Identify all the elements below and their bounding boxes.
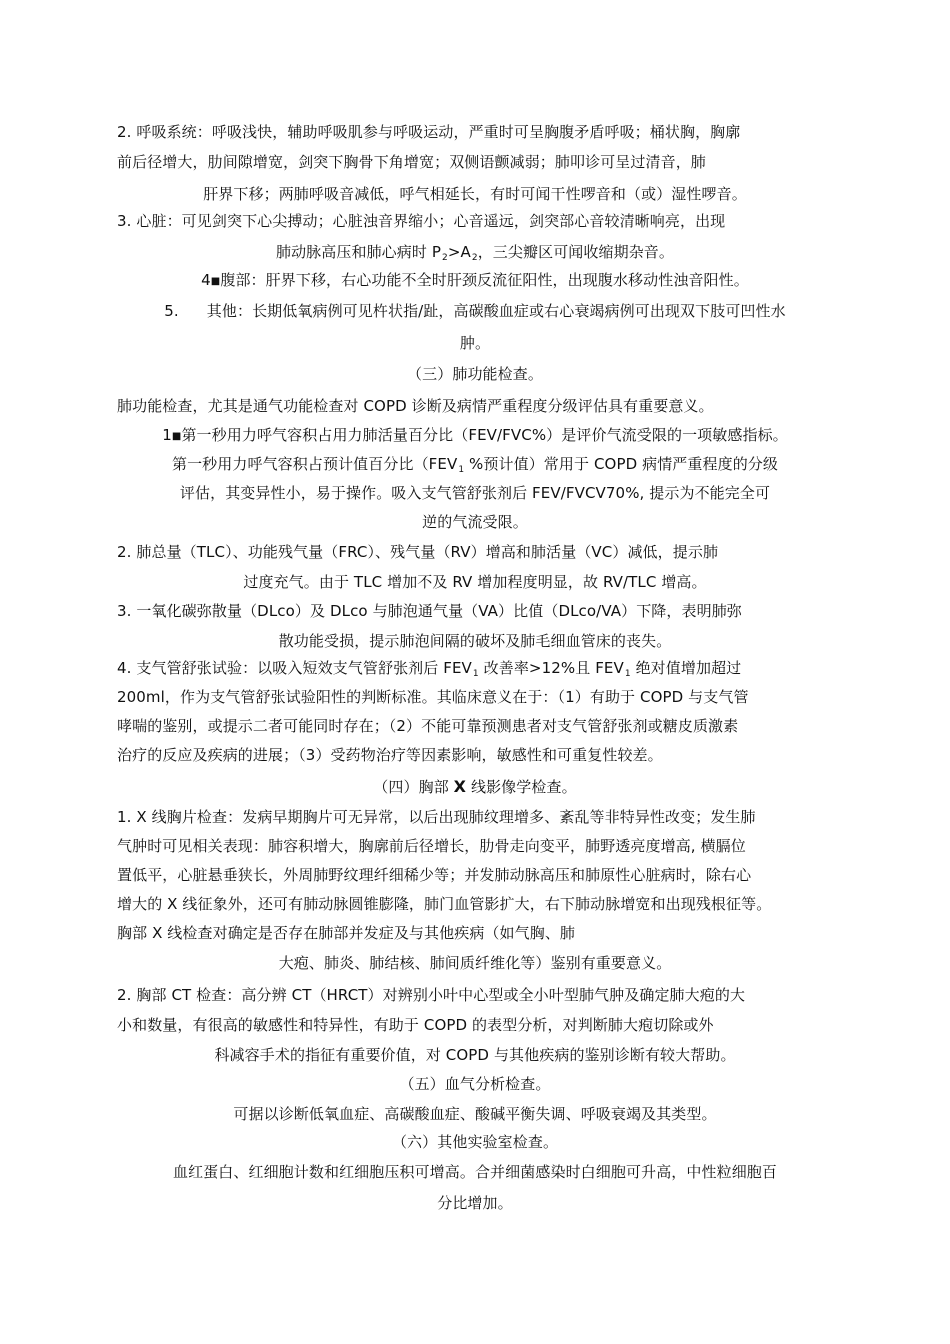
ct-line-1: 2. 胸部 CT 检查：高分辨 CT（HRCT）对辨别小叶中心型或全小叶型肺气肿及确定肺大疱的大 <box>117 986 746 1004</box>
lab-line-2: 分比增加。 <box>437 1194 513 1212</box>
section-heading-6: （六）其他实验室检查。 <box>391 1133 559 1151</box>
xray-line-1: 1. X 线胸片检查：发病早期胸片可无异常，以后出现肺纹理增多、紊乱等非特异性改变；发生肺 <box>117 808 756 826</box>
other-line-2: 肿。 <box>459 334 491 352</box>
ct-line-3: 科减容手术的指征有重要价值，对 COPD 与其他疾病的鉴别诊断有较大帮助。 <box>214 1046 736 1064</box>
lab-line-1: 血红蛋白、红细胞计数和红细胞压积可增高。合并细菌感染时白细胞可升高，中性粒细胞百 <box>172 1163 777 1181</box>
abdomen-line: 4■腹部：肝界下移，右心功能不全时肝颈反流征阳性，出现腹水移动性浊音阳性。 <box>201 271 749 289</box>
section-heading-4: （四）胸部 X 线影像学检查。 <box>373 777 577 796</box>
lung-function-item-1-line-1: 1■第一秒用力呼气容积占用力肺活量百分比（FEV/FVC%）是评价气流受限的一项敏感指标。 <box>162 426 788 444</box>
bullet-square-icon: ■ <box>210 276 221 287</box>
lung-function-item-4-line-2: 200ml，作为支气管舒张试验阳性的判断标准。其临床意义在于：（1）有助于 COPD 与支气管 <box>117 688 749 706</box>
xray-line-6: 大疱、肺炎、肺结核、肺间质纤维化等）鉴别有重要意义。 <box>278 954 672 972</box>
lung-function-item-2-line-1: 2. 肺总量（TLC）、功能残气量（FRC）、残气量（RV）增高和肺活量（VC）减低，提示肺 <box>117 543 719 561</box>
lung-function-item-4-line-3: 哮喘的鉴别，或提示二者可能同时存在；（2）不能可靠预测患者对支气管舒张剂或糖皮质激素 <box>117 717 739 735</box>
xray-line-3: 置低平，心脏悬垂狭长，外周肺野纹理纤细稀少等；并发肺动脉高压和肺原性心脏病时，除右心 <box>117 866 752 884</box>
lung-function-item-3-line-1: 3. 一氧化碳弥散量（DLco）及 DLco 与肺泡通气量（VA）比值（DLco/VA）下降，表明肺弥 <box>117 602 742 620</box>
lung-function-item-1-line-3: 评估，其变异性小，易于操作。吸入支气管舒张剂后 FEV/FVCV70%, 提示为不能完全可 <box>179 484 771 502</box>
lung-function-item-4-line-4: 治疗的反应及疾病的进展；（3）受药物治疗等因素影响，敏感性和可重复性较差。 <box>117 746 663 764</box>
blood-gas-text: 可据以诊断低氧血症、高碳酸血症、酸碱平衡失调、呼吸衰竭及其类型。 <box>233 1105 717 1123</box>
xray-line-5: 胸部 X 线检查对确定是否存在肺部并发症及与其他疾病（如气胸、肺 <box>117 924 576 942</box>
lung-function-item-4-line-1: 4. 支气管舒张试验：以吸入短效支气管舒张剂后 $FEV_1$ 改善率>12%且 $FEV_1$ 绝对值增加超过 <box>117 659 742 679</box>
lung-function-item-1-line-4: 逆的气流受限。 <box>422 513 528 531</box>
lung-function-intro: 肺功能检查，尤其是通气功能检查对 COPD 诊断及病情严重程度分级评估具有重要意义。 <box>117 397 714 415</box>
other-line-1: 5. 其他：长期低氧病例可见杵状指/趾，高碳酸血症或右心衰竭病例可出现双下肢可凹性水 <box>164 302 786 320</box>
xray-line-4: 增大的 X 线征象外，还可有肺动脉圆锥膨隆，肺门血管影扩大，右下肺动脉增宽和出现残根征等。 <box>117 895 772 913</box>
section-heading-3: （三）肺功能检查。 <box>407 365 543 383</box>
lung-function-item-2-line-2: 过度充气。由于 TLC 增加不及 RV 增加程度明显，故 RV/TLC 增高。 <box>243 573 707 591</box>
heart-line-2: 肺动脉高压和肺心病时 $P_2>A_2$，三尖瓣区可闻收缩期杂音。 <box>275 243 674 263</box>
section-heading-5: （五）血气分析检查。 <box>399 1075 551 1093</box>
respiratory-line-1: 2. 呼吸系统：呼吸浅快，辅助呼吸肌参与呼吸运动，严重时可呈胸腹矛盾呼吸；桶状胸，胸廓 <box>117 123 741 141</box>
lung-function-item-1-line-2: 第一秒用力呼气容积占预计值百分比（$FEV_1$ %预计值）常用于 COPD 病情严重程度的分级 <box>171 455 779 475</box>
respiratory-line-2: 前后径增大，肋间隙增宽，剑突下胸骨下角增宽；双侧语颤减弱；肺叩诊可呈过清音，肺 <box>117 153 706 171</box>
heart-line-1: 3. 心脏：可见剑突下心尖搏动；心脏浊音界缩小；心音遥远，剑突部心音较清晰响亮，出现 <box>117 212 726 230</box>
lung-function-item-3-line-2: 散功能受损，提示肺泡间隔的破坏及肺毛细血管床的丧失。 <box>278 632 672 650</box>
ct-line-2: 小和数量，有很高的敏感性和特异性，有助于 COPD 的表型分析，对判断肺大疱切除或外 <box>117 1016 714 1034</box>
xray-line-2: 气肿时可见相关表现：肺容积增大，胸廓前后径增长，肋骨走向变平，肺野透亮度增高, 横膈位 <box>117 837 746 855</box>
bullet-square-icon: ■ <box>171 431 182 442</box>
respiratory-line-3: 肝界下移；两肺呼吸音减低，呼气相延长，有时可闻干性啰音和（或）湿性啰音。 <box>203 185 747 203</box>
